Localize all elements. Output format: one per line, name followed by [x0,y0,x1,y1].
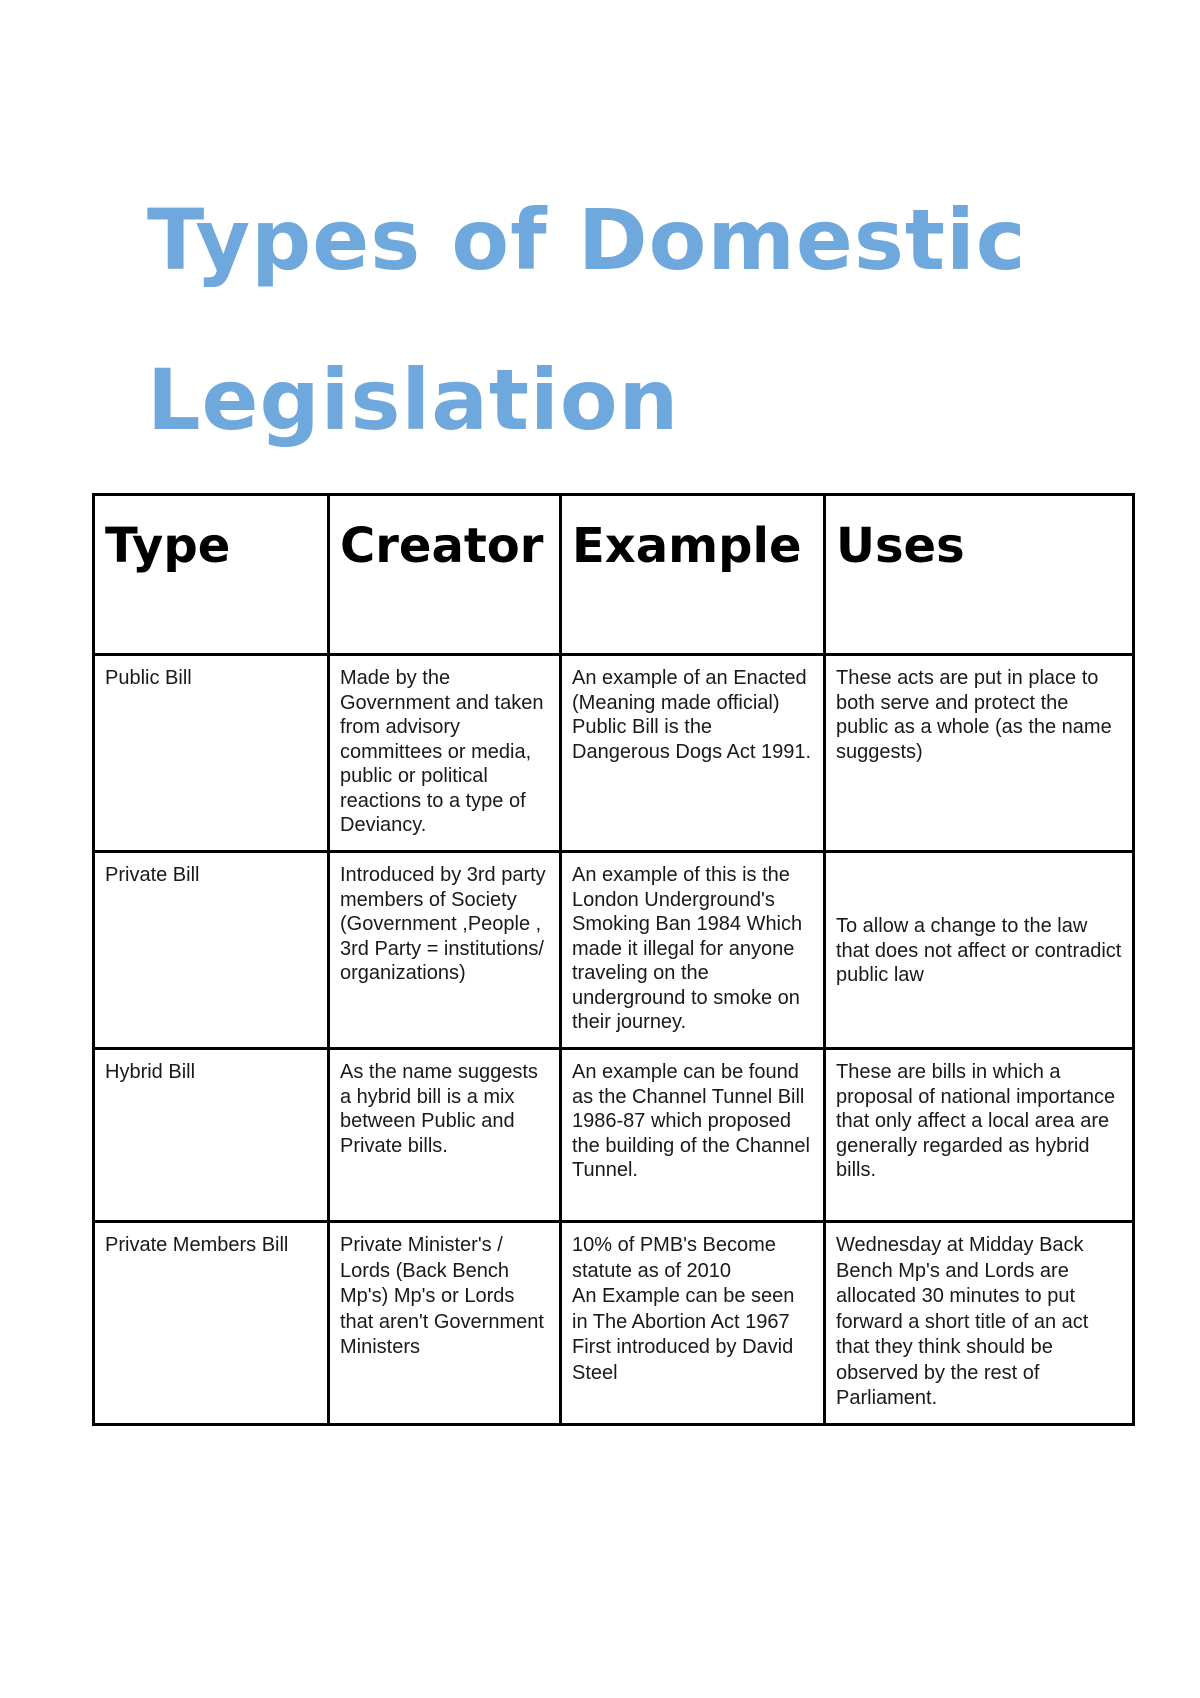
table-row [94,655,1134,852]
cell-example: An example can be found as the Channel Tunnel Bill 1986-87 which proposed the building of the Channel Tunnel. [561,1049,825,1222]
legislation-table [92,493,1135,1426]
cell-type: Hybrid Bill [94,1049,329,1222]
cell-uses: Wednesday at Midday Back Bench Mp's and Lords are allocated 30 minutes to put forward a short title of an act that they think should be observed by the rest of Parliament. [825,1222,1134,1425]
cell-uses: These are bills in which a proposal of national importance that only affect a local area are generally regarded as hybrid bills. [825,1049,1134,1222]
cell-type: Private Members Bill [94,1222,329,1425]
table-header-row [94,495,1134,655]
cell-creator: Made by the Government and taken from advisory committees or media, public or political reactions to a type of Deviancy. [329,655,561,852]
cell-type: Private Bill [94,852,329,1049]
cell-uses: These acts are put in place to both serve and protect the public as a whole (as the name suggests) [825,655,1134,852]
cell-creator: Private Minister's / Lords (Back Bench Mp's) Mp's or Lords that aren't Government Ministers [329,1222,561,1425]
table-row [94,852,1134,1049]
cell-example: An example of this is the London Underground's Smoking Ban 1984 Which made it illegal for anyone traveling on the underground to smoke on their journey. [561,852,825,1049]
cell-uses: To allow a change to the law that does not affect or contradict public law [825,852,1134,1049]
cell-example: 10% of PMB's Become statute as of 2010 An Example can be seen in The Abortion Act 1967 First introduced by David Steel [561,1222,825,1425]
page-title: Types of Domestic Legislation [147,191,1027,449]
cell-creator: Introduced by 3rd party members of Society (Government ,People , 3rd Party = institutions/ organizations) [329,852,561,1049]
column-header-example: Example [561,495,825,655]
table-row [94,1049,1134,1222]
column-header-creator: Creator [329,495,561,655]
table-row [94,1222,1134,1425]
cell-type: Public Bill [94,655,329,852]
cell-example: An example of an Enacted (Meaning made official) Public Bill is the Dangerous Dogs Act 1991. [561,655,825,852]
column-header-type: Type [94,495,329,655]
column-header-uses: Uses [825,495,1134,655]
cell-creator: As the name suggests a hybrid bill is a mix between Public and Private bills. [329,1049,561,1222]
